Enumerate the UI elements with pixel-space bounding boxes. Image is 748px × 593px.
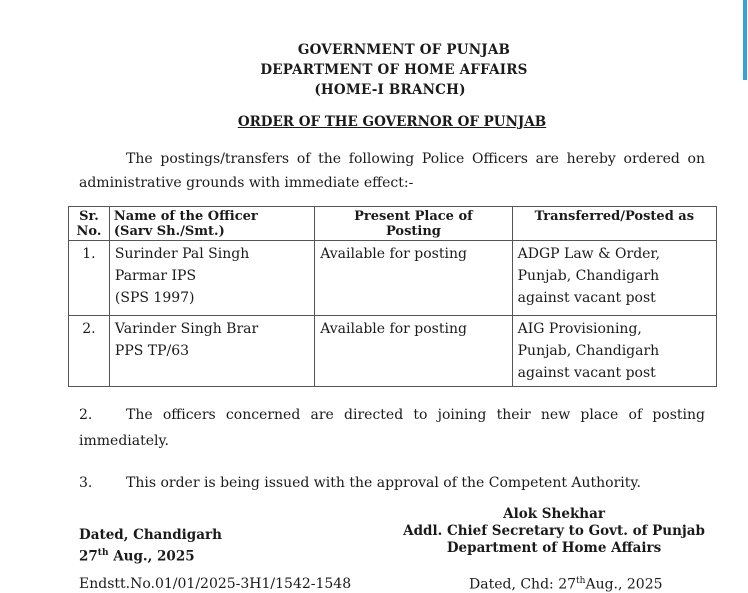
endorsement-number: Endstt.No.01/01/2025-3H1/1542-1548: [79, 576, 352, 592]
endorsement-date: Dated, Chd: 27thAug., 2025: [469, 576, 663, 593]
table-row: [69, 316, 717, 387]
cell-sr: 1.: [69, 241, 110, 316]
signatory-name: Alok Shekhar: [503, 506, 605, 522]
paragraph-number: 3.: [79, 475, 93, 491]
table-header-row: [69, 207, 717, 241]
paragraph-3: [79, 470, 705, 496]
header-present-place: Present Place of Posting: [315, 207, 512, 241]
header-government: GOVERNMENT OF PUNJAB: [297, 42, 511, 58]
cell-present-place: Available for posting: [315, 241, 512, 316]
header-officer-name: Name of the Officer (Sarv Sh./Smt.): [109, 207, 314, 241]
dated-place: Dated, Chandigarh: [79, 527, 222, 543]
paragraph-2: [79, 402, 705, 454]
cell-officer-name: Surinder Pal Singh Parmar IPS (SPS 1997): [109, 241, 314, 316]
header-transferred: Transferred/Posted as: [512, 207, 716, 241]
header-sr-no: Sr. No.: [69, 207, 110, 241]
paragraph-number: 2.: [79, 407, 93, 423]
intro-paragraph: [79, 147, 705, 195]
intro-text: The postings/transfers of the following Police Officers are hereby ordered on administrative grounds with immediate effect:-: [79, 151, 705, 191]
signatory-designation: Addl. Chief Secretary to Govt. of Punjab: [403, 523, 705, 539]
paragraph-text: This order is being issued with the approval of the Competent Authority.: [126, 475, 641, 491]
dated-date: 27th Aug., 2025: [79, 548, 195, 565]
header-department: DEPARTMENT OF HOME AFFAIRS: [260, 62, 528, 78]
cell-present-place: Available for posting: [315, 316, 512, 387]
cell-sr: 2.: [69, 316, 110, 387]
cell-officer-name: Varinder Singh Brar PPS TP/63: [109, 316, 314, 387]
cell-transferred: AIG Provisioning, Punjab, Chandigarh against vacant post: [512, 316, 716, 387]
order-title: ORDER OF THE GOVERNOR OF PUNJAB: [237, 114, 547, 130]
dated-block: [79, 526, 222, 566]
officers-table: [68, 206, 717, 387]
paragraph-text: The officers concerned are directed to joining their new place of posting immediately.: [79, 407, 705, 449]
signature-block: [403, 506, 705, 557]
header-branch: (HOME-I BRANCH): [314, 82, 466, 98]
table-row: [69, 241, 717, 316]
signatory-department: Department of Home Affairs: [446, 540, 662, 556]
cell-transferred: ADGP Law & Order, Punjab, Chandigarh against vacant post: [512, 241, 716, 316]
